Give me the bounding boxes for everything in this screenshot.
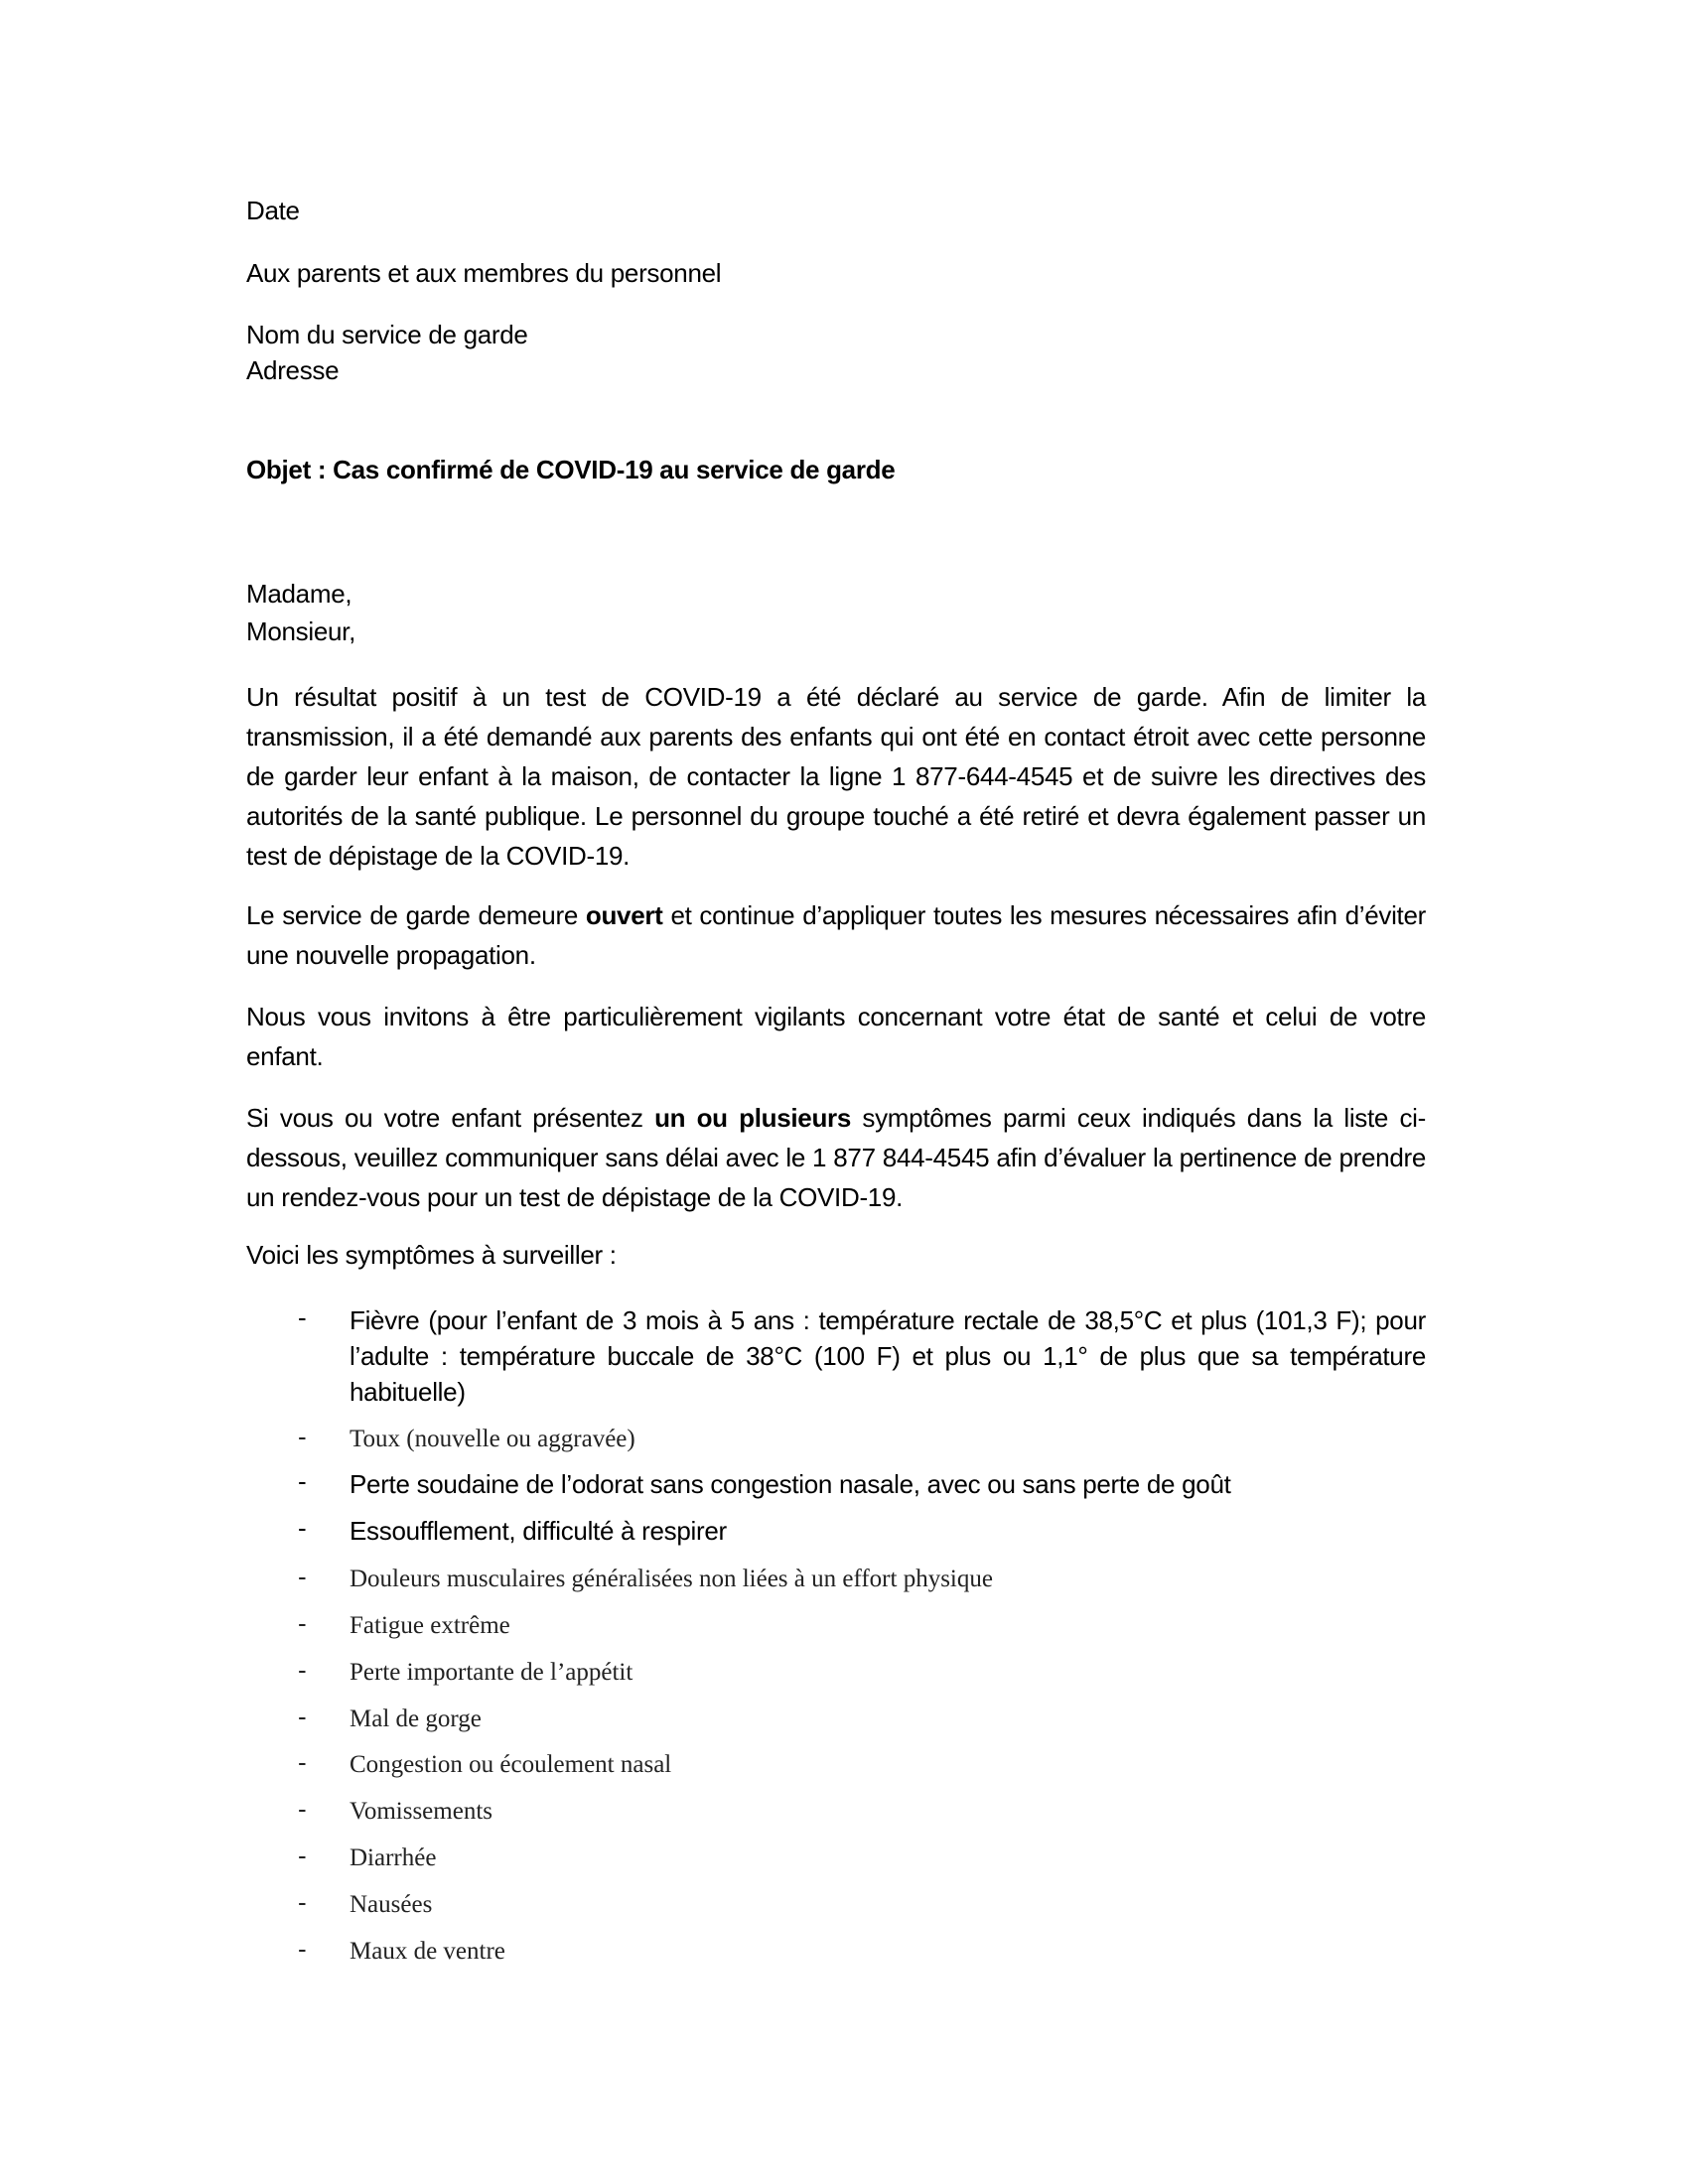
bullet-dash: - xyxy=(298,1841,307,1870)
symptom-text: Maux de ventre xyxy=(350,1938,505,1965)
p2-bold-open: ouvert xyxy=(585,900,663,930)
recipients-line: Aux parents et aux membres du personnel xyxy=(246,258,722,288)
bullet-dash: - xyxy=(298,1562,307,1591)
paragraph-vigilance: Nous vous invitons à être particulièrement vigilants concernant votre état de santé et celui de votre enfant. xyxy=(246,1002,1426,1071)
bullet-dash: - xyxy=(298,1422,307,1451)
bullet-dash: - xyxy=(298,1747,307,1777)
symptom-text: Essoufflement, difficulté à respirer xyxy=(350,1516,727,1546)
bullet-dash: - xyxy=(298,1302,307,1332)
p2-text-after: et continue d’appliquer toutes les mesures nécessaires afin d’éviter une nouvelle propagation. xyxy=(246,900,1426,970)
p4-bold-count: un ou plusieurs xyxy=(654,1103,852,1133)
bullet-dash: - xyxy=(298,1655,307,1685)
paragraph-service-open xyxy=(246,895,1426,975)
bullet-dash: - xyxy=(298,1702,307,1731)
symptom-text: Fatigue extrême xyxy=(350,1612,510,1639)
service-name-line: Nom du service de garde xyxy=(246,320,528,349)
p2-text-before: Le service de garde demeure xyxy=(246,900,586,930)
address-line: Adresse xyxy=(246,355,340,385)
bullet-dash: - xyxy=(298,1466,307,1496)
bullet-dash: - xyxy=(298,1794,307,1824)
symptom-text: Vomissements xyxy=(350,1798,492,1825)
salutation-monsieur: Monsieur, xyxy=(246,616,356,646)
symptom-text: Congestion ou écoulement nasal xyxy=(350,1751,672,1778)
bullet-dash: - xyxy=(298,1934,307,1964)
date-line: Date xyxy=(246,196,300,225)
p4-text-after: symptômes parmi ceux indiqués dans la liste ci-dessous, veuillez communiquer sans délai avec le 1 877 844-4545 afin d’évaluer la pertinence de prendre un rendez-vous pour un test de dépistage de la COVID-19. xyxy=(246,1103,1426,1212)
p4-text-before: Si vous ou votre enfant présentez xyxy=(246,1103,655,1133)
symptom-text: Nausées xyxy=(350,1891,433,1918)
paragraph-positive-case: Un résultat positif à un test de COVID-19 a été déclaré au service de garde. Afin de limiter la transmission, il a été demandé aux parents des enfants qui ont été en contact étroit avec cette personne de garder leur enfant à la maison, de contacter la ligne 1 877-644-4545 et de suivre les directives des autorités de la santé publique. Le personnel du groupe touché a été retiré et devra également passer un test de dépistage de la COVID-19. xyxy=(246,682,1426,871)
symptom-text: Toux (nouvelle ou aggravée) xyxy=(350,1426,635,1452)
subject-line: Objet : Cas confirmé de COVID-19 au service de garde xyxy=(246,455,896,484)
symptom-text: Fièvre (pour l’enfant de 3 mois à 5 ans : température rectale de 38,5°C et plus (101,3 F); pour l’adulte : température buccale de 38°C (100 F) et plus ou 1,1° de plus que sa température habituelle) xyxy=(350,1305,1426,1407)
symptom-text: Douleurs musculaires généralisées non liées à un effort physique xyxy=(350,1566,993,1592)
symptom-text: Diarrhée xyxy=(350,1844,437,1871)
symptom-text: Perte importante de l’appétit xyxy=(350,1659,633,1686)
bullet-dash: - xyxy=(298,1608,307,1638)
bullet-dash: - xyxy=(298,1887,307,1917)
symptoms-intro: Voici les symptômes à surveiller : xyxy=(246,1240,617,1270)
salutation-madame: Madame, xyxy=(246,579,352,609)
bullet-dash: - xyxy=(298,1513,307,1543)
symptom-text: Perte soudaine de l’odorat sans congestion nasale, avec ou sans perte de goût xyxy=(350,1469,1231,1499)
symptom-text: Mal de gorge xyxy=(350,1706,482,1732)
paragraph-symptoms-contact xyxy=(246,1098,1426,1217)
